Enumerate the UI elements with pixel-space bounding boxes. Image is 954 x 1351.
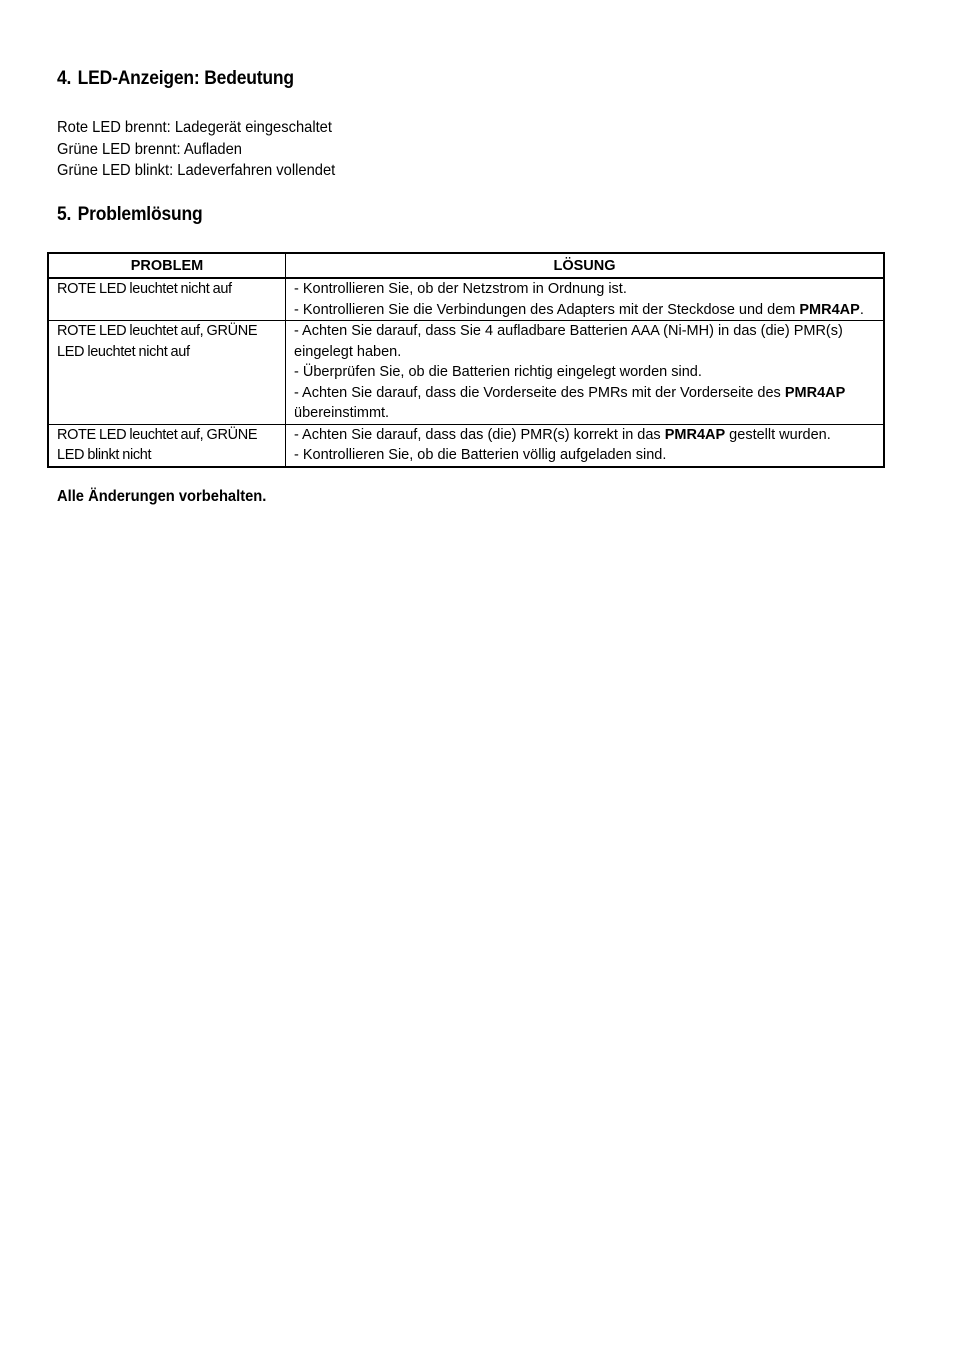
problem-text: ROTE LED leuchtet auf, GRÜNE LED leuchtet nicht auf	[57, 323, 258, 360]
led-meaning-list	[57, 117, 335, 182]
solution-text: - Kontrollieren Sie, ob der Netzstrom in Ordnung ist.	[294, 281, 627, 297]
solution-cell	[286, 321, 885, 425]
table-row	[48, 424, 884, 467]
solution-text: - Achten Sie darauf, dass das (die) PMR(s) korrekt in das	[294, 426, 665, 443]
problem-text: ROTE LED leuchtet nicht auf	[57, 281, 232, 297]
column-header-problem: PROBLEM	[48, 253, 286, 278]
solution-text: - Achten Sie darauf, dass die Vorderseite des PMRs mit der Vorderseite des	[294, 384, 785, 401]
product-name: PMR4AP	[784, 384, 846, 401]
troubleshooting-table	[47, 252, 885, 468]
problem-cell	[48, 321, 286, 425]
problem-cell	[48, 278, 286, 321]
table-body	[48, 278, 884, 467]
product-name: PMR4AP	[799, 301, 860, 318]
column-header-solution: LÖSUNG	[286, 253, 885, 278]
solution-line	[294, 321, 875, 362]
section-heading-led-indicators	[57, 68, 294, 90]
solution-line	[294, 362, 875, 383]
section-number: 4.	[57, 68, 72, 89]
product-name: PMR4AP	[664, 426, 726, 443]
solution-text: - Kontrollieren Sie die Verbindungen des Adapters mit der Steckdose und dem	[294, 301, 800, 318]
solution-cell	[286, 278, 885, 321]
table-row	[48, 321, 884, 425]
problem-cell	[48, 424, 286, 467]
solution-text: übereinstimmt.	[294, 405, 390, 421]
problem-text: ROTE LED leuchtet auf, GRÜNE LED blinkt nicht	[57, 426, 258, 463]
solution-text: .	[859, 301, 864, 318]
led-meaning-item: Rote LED brennt: Ladegerät eingeschaltet	[57, 119, 332, 136]
section-title: Problemlösung	[77, 204, 203, 225]
table-row	[48, 278, 884, 321]
solution-line	[294, 279, 875, 300]
solution-line	[294, 425, 875, 446]
solution-text: gestellt wurden.	[725, 426, 831, 443]
solution-text: - Kontrollieren Sie, ob die Batterien völlig aufgeladen sind.	[294, 447, 667, 463]
led-meaning-item: Grüne LED blinkt: Ladeverfahren vollendet	[57, 162, 336, 179]
solution-text: - Überprüfen Sie, ob die Batterien richtig eingelegt worden sind.	[294, 364, 702, 380]
solution-text: - Achten Sie darauf, dass Sie 4 aufladbare Batterien AAA (Ni-MH) in das (die) PMR(s) eingelegt haben.	[294, 323, 843, 360]
solution-cell	[286, 424, 885, 467]
disclaimer-note: Alle Änderungen vorbehalten.	[57, 488, 267, 505]
led-meaning-item: Grüne LED brennt: Aufladen	[57, 140, 242, 158]
solution-line	[294, 300, 875, 321]
section-title: LED-Anzeigen: Bedeutung	[77, 68, 294, 89]
section-number: 5.	[57, 204, 72, 225]
solution-line	[294, 445, 875, 466]
solution-line	[294, 383, 875, 424]
table-header-row	[48, 253, 884, 278]
section-heading-troubleshooting	[57, 204, 203, 226]
